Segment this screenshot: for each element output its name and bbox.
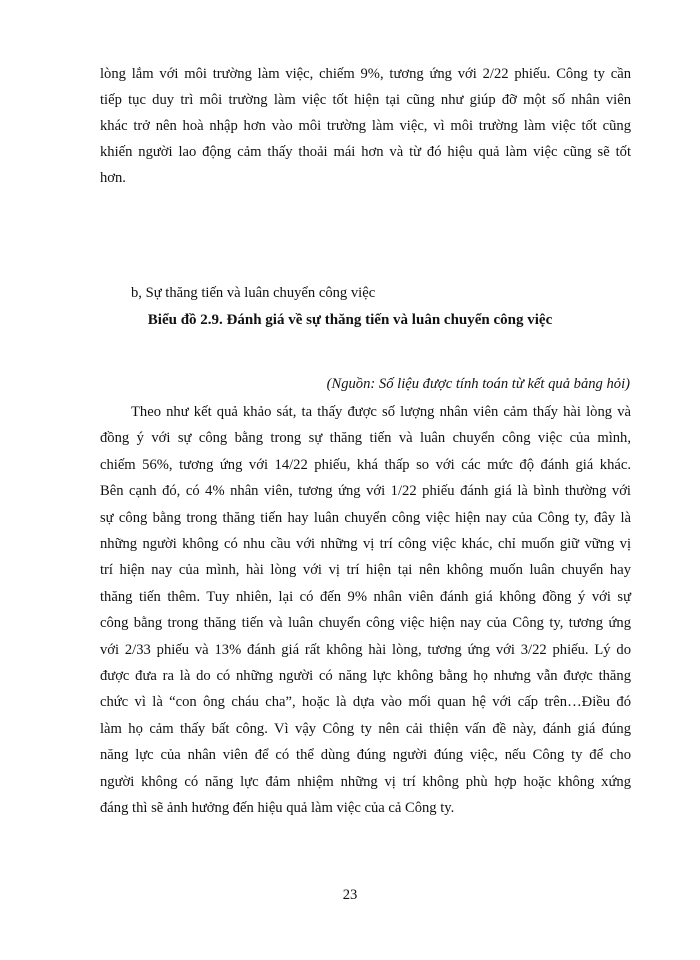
text-line: với 2/33 phiếu và 13% đánh giá rất không hài lòng, tương ứng với 3/22 phiếu. Lý do	[100, 641, 631, 658]
text-line: những người không có nhu cầu với những vị trí công việc khác, chỉ muốn giữ vững vị	[100, 536, 631, 552]
text-line: khiến người lao động cảm thấy thoải mái hơn và từ đó hiệu quả làm việc cũng sẽ tốt	[100, 144, 631, 160]
text-line: Theo như kết quả khảo sát, ta thấy được số lượng nhân viên cảm thấy hài lòng và	[131, 404, 631, 420]
text-line: sự công bằng trong thăng tiến hay luân chuyển công việc hiện nay của Công ty, đây là	[100, 509, 631, 526]
chart-title: Biểu đồ 2.9. Đánh giá về sự thăng tiến và luân chuyển công việc	[147, 312, 553, 328]
subheading: b, Sự thăng tiến và luân chuyển công việc	[131, 285, 376, 301]
text-line: người không có năng lực đảm nhiệm những vị trí không phù hợp hoặc không xứng	[100, 773, 631, 790]
text-line: đồng ý với sự công bằng trong sự thăng tiến và luân chuyển công việc của mình,	[100, 430, 631, 447]
text-line: thăng tiến thêm. Tuy nhiên, lại có đến 9% nhân viên đánh giá không đồng ý với sự	[100, 588, 631, 605]
text-line: chức vì là “con ông cháu cha”, hoặc là dựa vào mối quan hệ với cấp trên…Điều đó	[100, 694, 631, 711]
text-line: chiếm 56%, tương ứng với 14/22 phiếu, khá thấp so với các mức độ đánh giá khác.	[100, 456, 631, 473]
text-line: lòng lắm với môi trường làm việc, chiếm 9%, tương ứng với 2/22 phiếu. Công ty cần	[100, 66, 631, 82]
text-line: được đưa ra là do có những người có năng lực không bằng họ nhưng vẫn được thăng	[100, 668, 631, 684]
text-line: hơn.	[100, 170, 126, 186]
page-number: 23	[342, 887, 358, 903]
text-line: làm họ cảm thấy bất công. Vì vậy Công ty nên cải thiện vấn đề này, đánh giá đúng	[100, 720, 631, 737]
text-line: đáng thì sẽ ảnh hưởng đến hiệu quả làm việc của cả Công ty.	[100, 800, 455, 816]
text-line: khác trở nên hoà nhập hơn vào môi trường làm việc, vì môi trường làm việc tốt cũng	[100, 118, 631, 134]
text-line: tiếp tục duy trì môi trường làm việc tốt hiện tại cũng như giúp đỡ một số nhân viên	[100, 92, 631, 108]
text-line: Bên cạnh đó, có 4% nhân viên, tương ứng với 1/22 phiếu đánh giá là bình thường với	[100, 483, 631, 500]
text-line: năng lực của nhân viên để có thể dùng đúng người đúng việc, nếu Công ty để cho	[100, 747, 631, 764]
text-line: công bằng trong thăng tiến và luân chuyển công việc hiện nay của Công ty, tương ứng	[100, 615, 631, 632]
text-line: trí hiện nay của mình, hài lòng với vị trí hiện tại nên không muốn luân chuyển hay	[100, 562, 631, 579]
source-note: (Nguồn: Số liệu được tính toán từ kết quả bảng hỏi)	[326, 376, 630, 392]
